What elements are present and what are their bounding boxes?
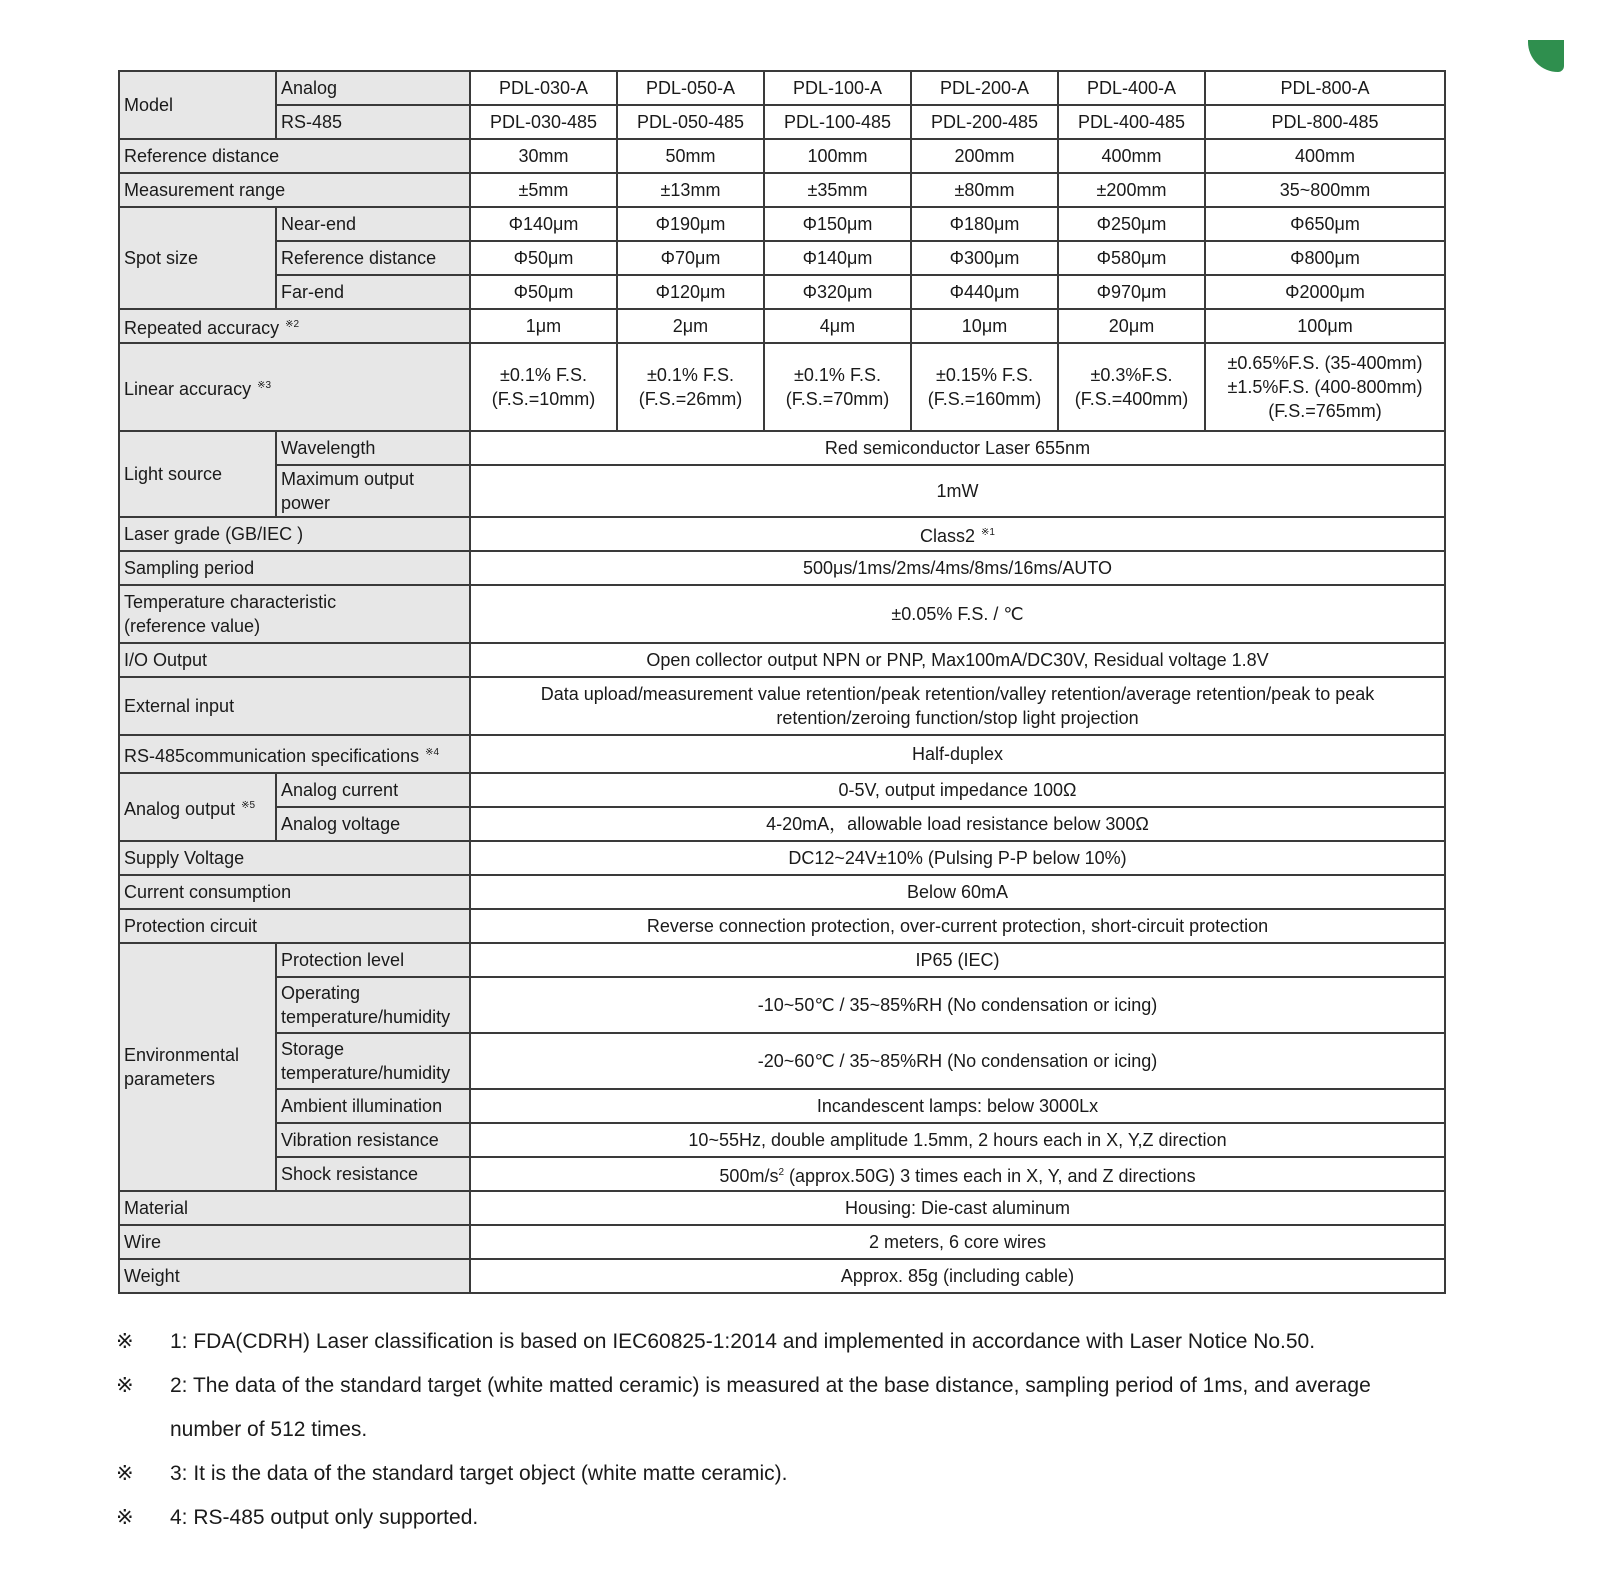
table-cell: Φ300μm	[911, 241, 1058, 275]
row-wavelength	[119, 431, 1445, 465]
model-cell: PDL-100-A	[764, 71, 911, 105]
table-cell: Φ440μm	[911, 275, 1058, 309]
row-laser-grade	[119, 517, 1445, 551]
far-end-label: Far-end	[276, 275, 470, 309]
table-cell	[764, 343, 911, 431]
model-cell: PDL-050-A	[617, 71, 764, 105]
row-protection-level	[119, 943, 1445, 977]
model-cell: PDL-030-A	[470, 71, 617, 105]
cell-line: ±0.1% F.S.	[647, 365, 734, 385]
storage-temp-label	[276, 1033, 470, 1089]
label-line: Environmental	[124, 1045, 240, 1065]
table-cell: ±0.05% F.S. / ℃	[470, 585, 1445, 643]
measurement-range-label: Measurement range	[119, 173, 470, 207]
light-source-label: Light source	[119, 431, 276, 517]
cell-line: ±0.15% F.S.	[936, 365, 1033, 385]
table-cell: Φ180μm	[911, 207, 1058, 241]
cell-line: ±1.5%F.S. (400-800mm)	[1227, 377, 1423, 397]
table-cell	[617, 343, 764, 431]
analog-label: Analog	[276, 71, 470, 105]
table-cell: Incandescent lamps: below 3000Lx	[470, 1089, 1445, 1123]
row-current-consumption	[119, 875, 1445, 909]
table-cell: 400mm	[1058, 139, 1205, 173]
table-cell: Below 60mA	[470, 875, 1445, 909]
table-cell: Φ970μm	[1058, 275, 1205, 309]
cell-line: (F.S.=400mm)	[1074, 389, 1189, 409]
row-io-output	[119, 643, 1445, 677]
table-cell: 500μs/1ms/2ms/4ms/8ms/16ms/AUTO	[470, 551, 1445, 585]
spec-table	[118, 70, 1446, 1294]
protection-circuit-label: Protection circuit	[119, 909, 470, 943]
table-cell	[1058, 343, 1205, 431]
cell-line: ±0.1% F.S.	[500, 365, 587, 385]
table-cell: 10μm	[911, 309, 1058, 343]
supply-voltage-label: Supply Voltage	[119, 841, 470, 875]
row-model-rs485	[119, 105, 1445, 139]
table-cell: Housing: Die-cast aluminum	[470, 1191, 1445, 1225]
row-model-analog	[119, 71, 1445, 105]
label-line: parameters	[124, 1069, 216, 1089]
repeated-accuracy-label	[119, 309, 470, 343]
corner-logo-mark	[1528, 40, 1564, 72]
table-cell: Φ140μm	[764, 241, 911, 275]
near-end-label: Near-end	[276, 207, 470, 241]
label-text: Linear accuracy	[124, 378, 252, 399]
row-external-input	[119, 677, 1445, 735]
row-max-power	[119, 465, 1445, 517]
footnote-text: 1: FDA(CDRH) Laser classification is based on IEC60825-1:2014 and implemented in accordance with Laser Notice No.50.	[170, 1330, 1316, 1353]
cell-line: ±0.3%F.S.	[1090, 365, 1173, 385]
cell-text: Class2	[920, 525, 976, 546]
weight-label: Weight	[119, 1259, 470, 1293]
spot-size-label: Spot size	[119, 207, 276, 309]
table-cell: 30mm	[470, 139, 617, 173]
row-wire	[119, 1225, 1445, 1259]
table-cell: 35~800mm	[1205, 173, 1445, 207]
footnote-mark: ※3	[257, 379, 272, 391]
row-temperature	[119, 585, 1445, 643]
label-text: Repeated accuracy	[124, 317, 280, 338]
table-cell: 400mm	[1205, 139, 1445, 173]
row-material	[119, 1191, 1445, 1225]
table-cell: ±35mm	[764, 173, 911, 207]
row-weight	[119, 1259, 1445, 1293]
table-cell: Φ140μm	[470, 207, 617, 241]
cell-line: ±0.1% F.S.	[794, 365, 881, 385]
label-line: temperature/humidity	[281, 1007, 451, 1027]
model-cell: PDL-200-A	[911, 71, 1058, 105]
label-text: RS-485communication specifications	[124, 745, 420, 766]
row-storage-temp	[119, 1033, 1445, 1089]
row-linear-accuracy	[119, 343, 1445, 431]
row-repeated-accuracy	[119, 309, 1445, 343]
table-cell: Φ320μm	[764, 275, 911, 309]
footnote-1	[116, 1320, 1416, 1364]
table-cell	[911, 343, 1058, 431]
wavelength-label: Wavelength	[276, 431, 470, 465]
table-cell: Reverse connection protection, over-current protection, short-circuit protection	[470, 909, 1445, 943]
footnote-2-continued	[116, 1408, 1416, 1452]
table-cell: 1μm	[470, 309, 617, 343]
table-cell: 1mW	[470, 465, 1445, 517]
spot-reference-label: Reference distance	[276, 241, 470, 275]
table-cell: ±5mm	[470, 173, 617, 207]
model-cell: PDL-050-485	[617, 105, 764, 139]
table-cell: DC12~24V±10% (Pulsing P-P below 10%)	[470, 841, 1445, 875]
table-cell: Φ150μm	[764, 207, 911, 241]
table-cell: ±13mm	[617, 173, 764, 207]
table-cell: ±80mm	[911, 173, 1058, 207]
footnote-text: number of 512 times.	[170, 1418, 368, 1441]
table-cell	[470, 677, 1445, 735]
footnote-text: 3: It is the data of the standard target object (white matte ceramic).	[170, 1462, 788, 1485]
rs485-label: RS-485	[276, 105, 470, 139]
table-cell: 0-5V, output impedance 100Ω	[470, 773, 1445, 807]
table-cell: Half-duplex	[470, 735, 1445, 773]
row-ambient-illumination	[119, 1089, 1445, 1123]
footnote-3	[116, 1452, 1416, 1496]
shock-label: Shock resistance	[276, 1157, 470, 1191]
footnote-mark: ※	[116, 1462, 134, 1485]
label-text: Analog output	[124, 798, 236, 819]
row-protection-circuit	[119, 909, 1445, 943]
ambient-illumination-label: Ambient illumination	[276, 1089, 470, 1123]
row-vibration	[119, 1123, 1445, 1157]
operating-temp-label	[276, 977, 470, 1033]
row-measurement-range	[119, 173, 1445, 207]
row-spot-near	[119, 207, 1445, 241]
table-cell	[470, 343, 617, 431]
footnote-mark: ※	[116, 1374, 134, 1397]
footnote-text: 2: The data of the standard target (white matted ceramic) is measured at the base distance, sampling period of 1ms, and average	[170, 1374, 1371, 1397]
table-cell: Φ250μm	[1058, 207, 1205, 241]
cell-text: 500m/s	[719, 1165, 779, 1186]
footnote-mark: ※	[116, 1330, 134, 1353]
row-shock	[119, 1157, 1445, 1191]
label-line: Operating	[281, 983, 361, 1003]
model-cell: PDL-400-A	[1058, 71, 1205, 105]
table-cell: Φ650μm	[1205, 207, 1445, 241]
io-output-label: I/O Output	[119, 643, 470, 677]
cell-line: Data upload/measurement value retention/peak retention/valley retention/average retention/peak to peak	[540, 684, 1375, 704]
table-cell: 2 meters, 6 core wires	[470, 1225, 1445, 1259]
row-supply-voltage	[119, 841, 1445, 875]
temperature-label	[119, 585, 470, 643]
table-cell: Open collector output NPN or PNP, Max100mA/DC30V, Residual voltage 1.8V	[470, 643, 1445, 677]
cell-line: (F.S.=26mm)	[638, 389, 743, 409]
table-cell: Φ120μm	[617, 275, 764, 309]
row-analog-voltage	[119, 807, 1445, 841]
label-line: Temperature characteristic	[124, 592, 337, 612]
table-cell: 2μm	[617, 309, 764, 343]
table-cell: 4μm	[764, 309, 911, 343]
cell-text: (approx.50G) 3 times each in X, Y, and Z directions	[784, 1165, 1196, 1186]
table-cell: 20μm	[1058, 309, 1205, 343]
table-cell: Φ70μm	[617, 241, 764, 275]
table-cell: 50mm	[617, 139, 764, 173]
footnote-4	[116, 1496, 1416, 1540]
row-operating-temp	[119, 977, 1445, 1033]
table-cell: Φ2000μm	[1205, 275, 1445, 309]
table-cell: Φ50μm	[470, 275, 617, 309]
rs485-spec-label	[119, 735, 470, 773]
footnote-mark: ※5	[241, 799, 256, 811]
label-line: temperature/humidity	[281, 1063, 451, 1083]
table-cell: 100μm	[1205, 309, 1445, 343]
current-consumption-label: Current consumption	[119, 875, 470, 909]
laser-grade-label: Laser grade (GB/IEC )	[119, 517, 470, 551]
vibration-label: Vibration resistance	[276, 1123, 470, 1157]
cell-line: ±0.65%F.S. (35-400mm)	[1227, 353, 1423, 373]
model-cell: PDL-400-485	[1058, 105, 1205, 139]
table-cell: 200mm	[911, 139, 1058, 173]
table-cell: 4-20mA，allowable load resistance below 300Ω	[470, 807, 1445, 841]
table-cell: Red semiconductor Laser 655nm	[470, 431, 1445, 465]
cell-line: (F.S.=765mm)	[1268, 401, 1382, 421]
row-analog-current	[119, 773, 1445, 807]
table-cell: Φ580μm	[1058, 241, 1205, 275]
analog-output-label	[119, 773, 276, 841]
table-cell	[470, 517, 1445, 551]
cell-line: (F.S.=160mm)	[927, 389, 1042, 409]
table-cell: 100mm	[764, 139, 911, 173]
footnote-mark: ※2	[285, 318, 300, 330]
protection-level-label: Protection level	[276, 943, 470, 977]
superscript: 2	[778, 1166, 785, 1178]
table-cell	[1205, 343, 1445, 431]
label-line: Storage	[281, 1039, 345, 1059]
label-line: (reference value)	[124, 616, 261, 636]
table-cell: Φ190μm	[617, 207, 764, 241]
row-sampling-period	[119, 551, 1445, 585]
model-cell: PDL-100-485	[764, 105, 911, 139]
table-cell: 10~55Hz, double amplitude 1.5mm, 2 hours each in X, Y,Z direction	[470, 1123, 1445, 1157]
table-cell: Φ50μm	[470, 241, 617, 275]
model-cell: PDL-200-485	[911, 105, 1058, 139]
environment-label	[119, 943, 276, 1191]
material-label: Material	[119, 1191, 470, 1225]
model-cell: PDL-800-485	[1205, 105, 1445, 139]
footnote-text: 4: RS-485 output only supported.	[170, 1506, 479, 1529]
analog-voltage-label: Analog voltage	[276, 807, 470, 841]
wire-label: Wire	[119, 1225, 470, 1259]
linear-accuracy-label	[119, 343, 470, 431]
footnote-mark: ※4	[425, 746, 440, 758]
row-reference-distance	[119, 139, 1445, 173]
sampling-period-label: Sampling period	[119, 551, 470, 585]
table-cell: -20~60℃ / 35~85%RH (No condensation or icing)	[470, 1033, 1445, 1089]
cell-line: (F.S.=70mm)	[785, 389, 890, 409]
cell-line: retention/zeroing function/stop light projection	[776, 708, 1139, 728]
reference-distance-label: Reference distance	[119, 139, 470, 173]
analog-current-label: Analog current	[276, 773, 470, 807]
row-spot-far	[119, 275, 1445, 309]
footnote-mark: ※1	[981, 526, 995, 538]
footnote-mark: ※	[116, 1506, 134, 1529]
table-cell: Φ800μm	[1205, 241, 1445, 275]
table-cell: ±200mm	[1058, 173, 1205, 207]
row-rs485-spec	[119, 735, 1445, 773]
table-cell: Approx. 85g (including cable)	[470, 1259, 1445, 1293]
max-power-label: Maximum output power	[276, 465, 470, 517]
model-cell: PDL-030-485	[470, 105, 617, 139]
model-label: Model	[119, 71, 276, 139]
cell-line: (F.S.=10mm)	[491, 389, 596, 409]
row-spot-ref	[119, 241, 1445, 275]
table-cell: IP65 (IEC)	[470, 943, 1445, 977]
external-input-label: External input	[119, 677, 470, 735]
table-cell	[470, 1157, 1445, 1191]
model-cell: PDL-800-A	[1205, 71, 1445, 105]
footnote-2	[116, 1364, 1416, 1408]
table-cell: -10~50℃ / 35~85%RH (No condensation or icing)	[470, 977, 1445, 1033]
footnotes	[116, 1320, 1416, 1540]
